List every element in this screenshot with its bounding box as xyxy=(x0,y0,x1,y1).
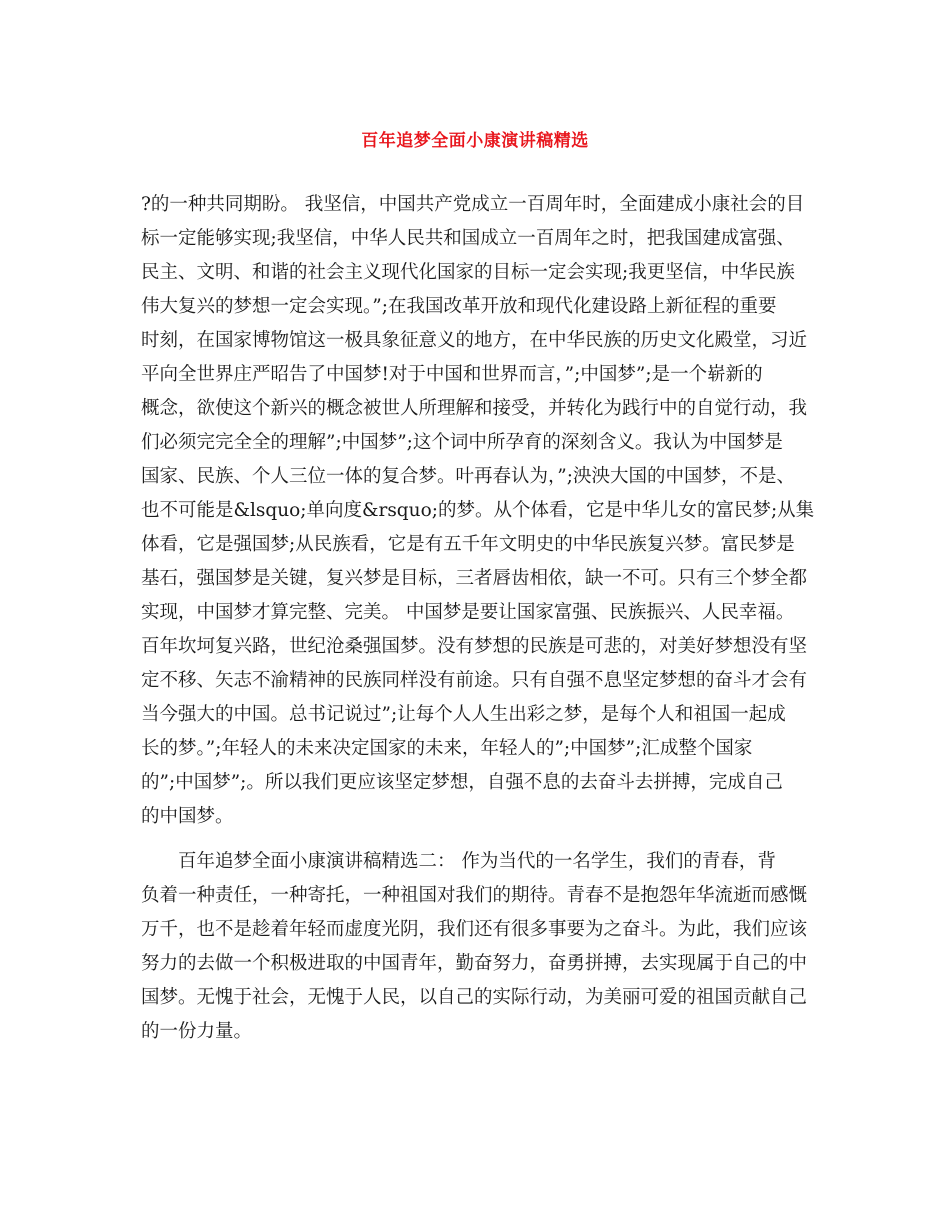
paragraph-line: 定不移、矢志不渝精神的民族同样没有前途。只有自强不息坚定梦想的奋斗才会有 xyxy=(141,670,808,691)
paragraph-line: 民主、文明、和谐的社会主义现代化国家的目标一定会实现;我更坚信，中华民族 xyxy=(141,262,795,283)
paragraph-line: 的”;中国梦”;。所以我们更应该坚定梦想，自强不息的去奋斗去拼搏，完成自己 xyxy=(141,772,783,793)
paragraph-line: 也不可能是&lsquo;单向度&rsquo;的梦。从个体看，它是中华儿女的富民梦;从集 xyxy=(141,500,815,521)
paragraph-line: 的一份力量。 xyxy=(141,1021,253,1042)
paragraph-line: 长的梦。”;年轻人的未来决定国家的未来，年轻人的”;中国梦”;汇成整个国家 xyxy=(141,738,753,759)
paragraph-line: 伟大复兴的梦想一定会实现。”;在我国改革开放和现代化建设路上新征程的重要 xyxy=(141,296,777,317)
paragraph-line: 概念，欲使这个新兴的概念被世人所理解和接受，并转化为践行中的自觉行动，我 xyxy=(141,398,808,419)
paragraph-line: 万千，也不是趁着年轻而虚度光阴，我们还有很多事要为之奋斗。为此，我们应该 xyxy=(141,919,808,940)
paragraph-line: 当今强大的中国。总书记说过”;让每个人人生出彩之梦，是每个人和祖国一起成 xyxy=(141,704,786,725)
paragraph-line: 平向全世界庄严昭告了中国梦!对于中国和世界而言，”;中国梦”;是一个崭新的 xyxy=(141,364,763,385)
paragraph-line: 基石，强国梦是关键，复兴梦是目标，三者唇齿相依，缺一不可。只有三个梦全都 xyxy=(141,568,808,589)
paragraph-line: 实现，中国梦才算完整、完美。 中国梦是要让国家富强、民族振兴、人民幸福。 xyxy=(141,602,795,623)
paragraph-line: 努力的去做一个积极进取的中国青年，勤奋努力，奋勇拼搏，去实现属于自己的中 xyxy=(141,953,808,974)
paragraph-line: 们必须完完全全的理解”;中国梦”;这个词中所孕育的深刻含义。我认为中国梦是 xyxy=(141,432,783,453)
paragraph-line: 时刻，在国家博物馆这一极具象征意义的地方，在中华民族的历史文化殿堂，习近 xyxy=(141,330,808,351)
paragraph-line: 体看，它是强国梦;从民族看，它是有五千年文明史的中华民族复兴梦。富民梦是 xyxy=(141,534,795,555)
paragraph-line: 的中国梦。 xyxy=(141,806,234,827)
paragraph-line: 负着一种责任，一种寄托，一种祖国对我们的期待。青春不是抱怨年华流逝而感慨 xyxy=(141,885,808,906)
paragraph-line: 百年坎坷复兴路，世纪沧桑强国梦。没有梦想的民族是可悲的，对美好梦想没有坚 xyxy=(141,636,808,657)
paragraph-line: 国梦。无愧于社会，无愧于人民，以自己的实际行动，为美丽可爱的祖国贡献自己 xyxy=(141,987,808,1008)
paragraph-line: 百年追梦全面小康演讲稿精选二： 作为当代的一名学生，我们的青春，背 xyxy=(178,851,776,872)
paragraph-line: 国家、民族、个人三位一体的复合梦。叶再春认为，”;泱泱大国的中国梦，不是、 xyxy=(141,466,795,487)
paragraph-line: 标一定能够实现;我坚信，中华人民共和国成立一百周年之时，把我国建成富强、 xyxy=(141,228,795,249)
paragraph-line: ?的一种共同期盼。 我坚信，中国共产党成立一百周年时，全面建成小康社会的目 xyxy=(141,194,805,215)
document-title: 百年追梦全面小康演讲稿精选 xyxy=(361,131,589,151)
